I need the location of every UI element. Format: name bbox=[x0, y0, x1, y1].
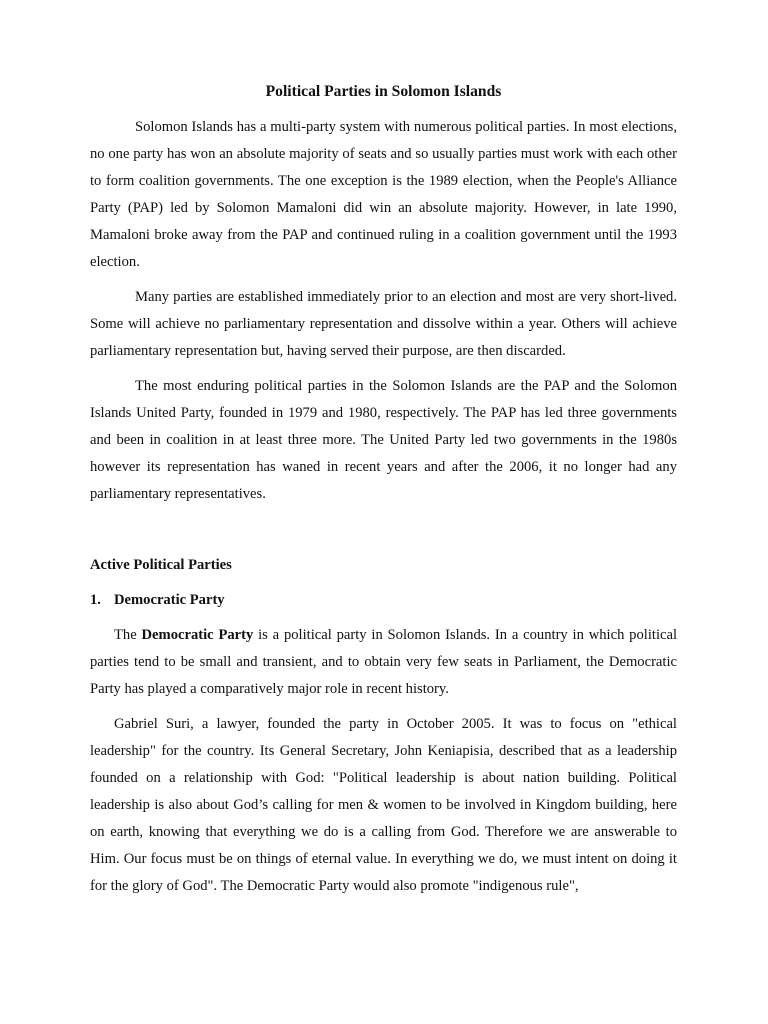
democratic-party-paragraph-2: Gabriel Suri, a lawyer, founded the party in October 2005. It was to focus on "ethical leadership" for the country. Its General Secretary, John Keniapisia, described that as a leadership founded on a relationship with God: "Political leadership is about nation building. Political leadership is also about God’s calling for men & women to be involved in Kingdom building, here on earth, knowing that everything we do is a calling from God. Therefore we are answerable to Him. Our focus must be on things of eternal value. In everything we do, we must intent on doing it for the glory of God". The Democratic Party would also promote "indigenous rule", bbox=[90, 716, 677, 894]
party-heading-number: 1. bbox=[90, 592, 101, 608]
intro-paragraph-3: The most enduring political parties in the Solomon Islands are the PAP and the Solomon Islands United Party, founded in 1979 and 1980, respectively. The PAP has led three governments and been in coalition in at least three more. The United Party led two governments in the 1980s however its representation has waned in recent years and after the 2006, it no longer had any parliamentary representatives. bbox=[90, 378, 677, 502]
intro-paragraph-1: Solomon Islands has a multi-party system with numerous political parties. In most elections, no one party has won an absolute majority of seats and so usually parties must work with each other to form coalition governments. The one exception is the 1989 election, when the People's Alliance Party (PAP) led by Solomon Mamaloni did win an absolute majority. However, in late 1990, Mamaloni broke away from the PAP and continued ruling in a coalition government until the 1993 election. bbox=[90, 119, 677, 270]
section-heading-active-parties: Active Political Parties bbox=[90, 557, 232, 573]
party-heading-label: Democratic Party bbox=[114, 592, 225, 608]
document-page bbox=[90, 78, 677, 908]
dp-para1-prefix: The bbox=[114, 627, 142, 643]
democratic-party-paragraph-1 bbox=[90, 622, 677, 703]
party-heading-democratic bbox=[90, 587, 677, 614]
dp-para1-bold: Democratic Party bbox=[141, 627, 254, 643]
document-title: Political Parties in Solomon Islands bbox=[265, 83, 502, 100]
dp-para1-rest: is a political party in Solomon Islands. In a country in which political parties tend to be small and transient, and to obtain very few seats in Parliament, the Democratic Party has played a comparatively major role in recent history. bbox=[90, 627, 678, 697]
intro-paragraph-2: Many parties are established immediately prior to an election and most are very short-lived. Some will achieve no parliamentary representation and dissolve within a year. Others will achieve parliamentary representation but, having served their purpose, are then discarded. bbox=[90, 289, 677, 359]
